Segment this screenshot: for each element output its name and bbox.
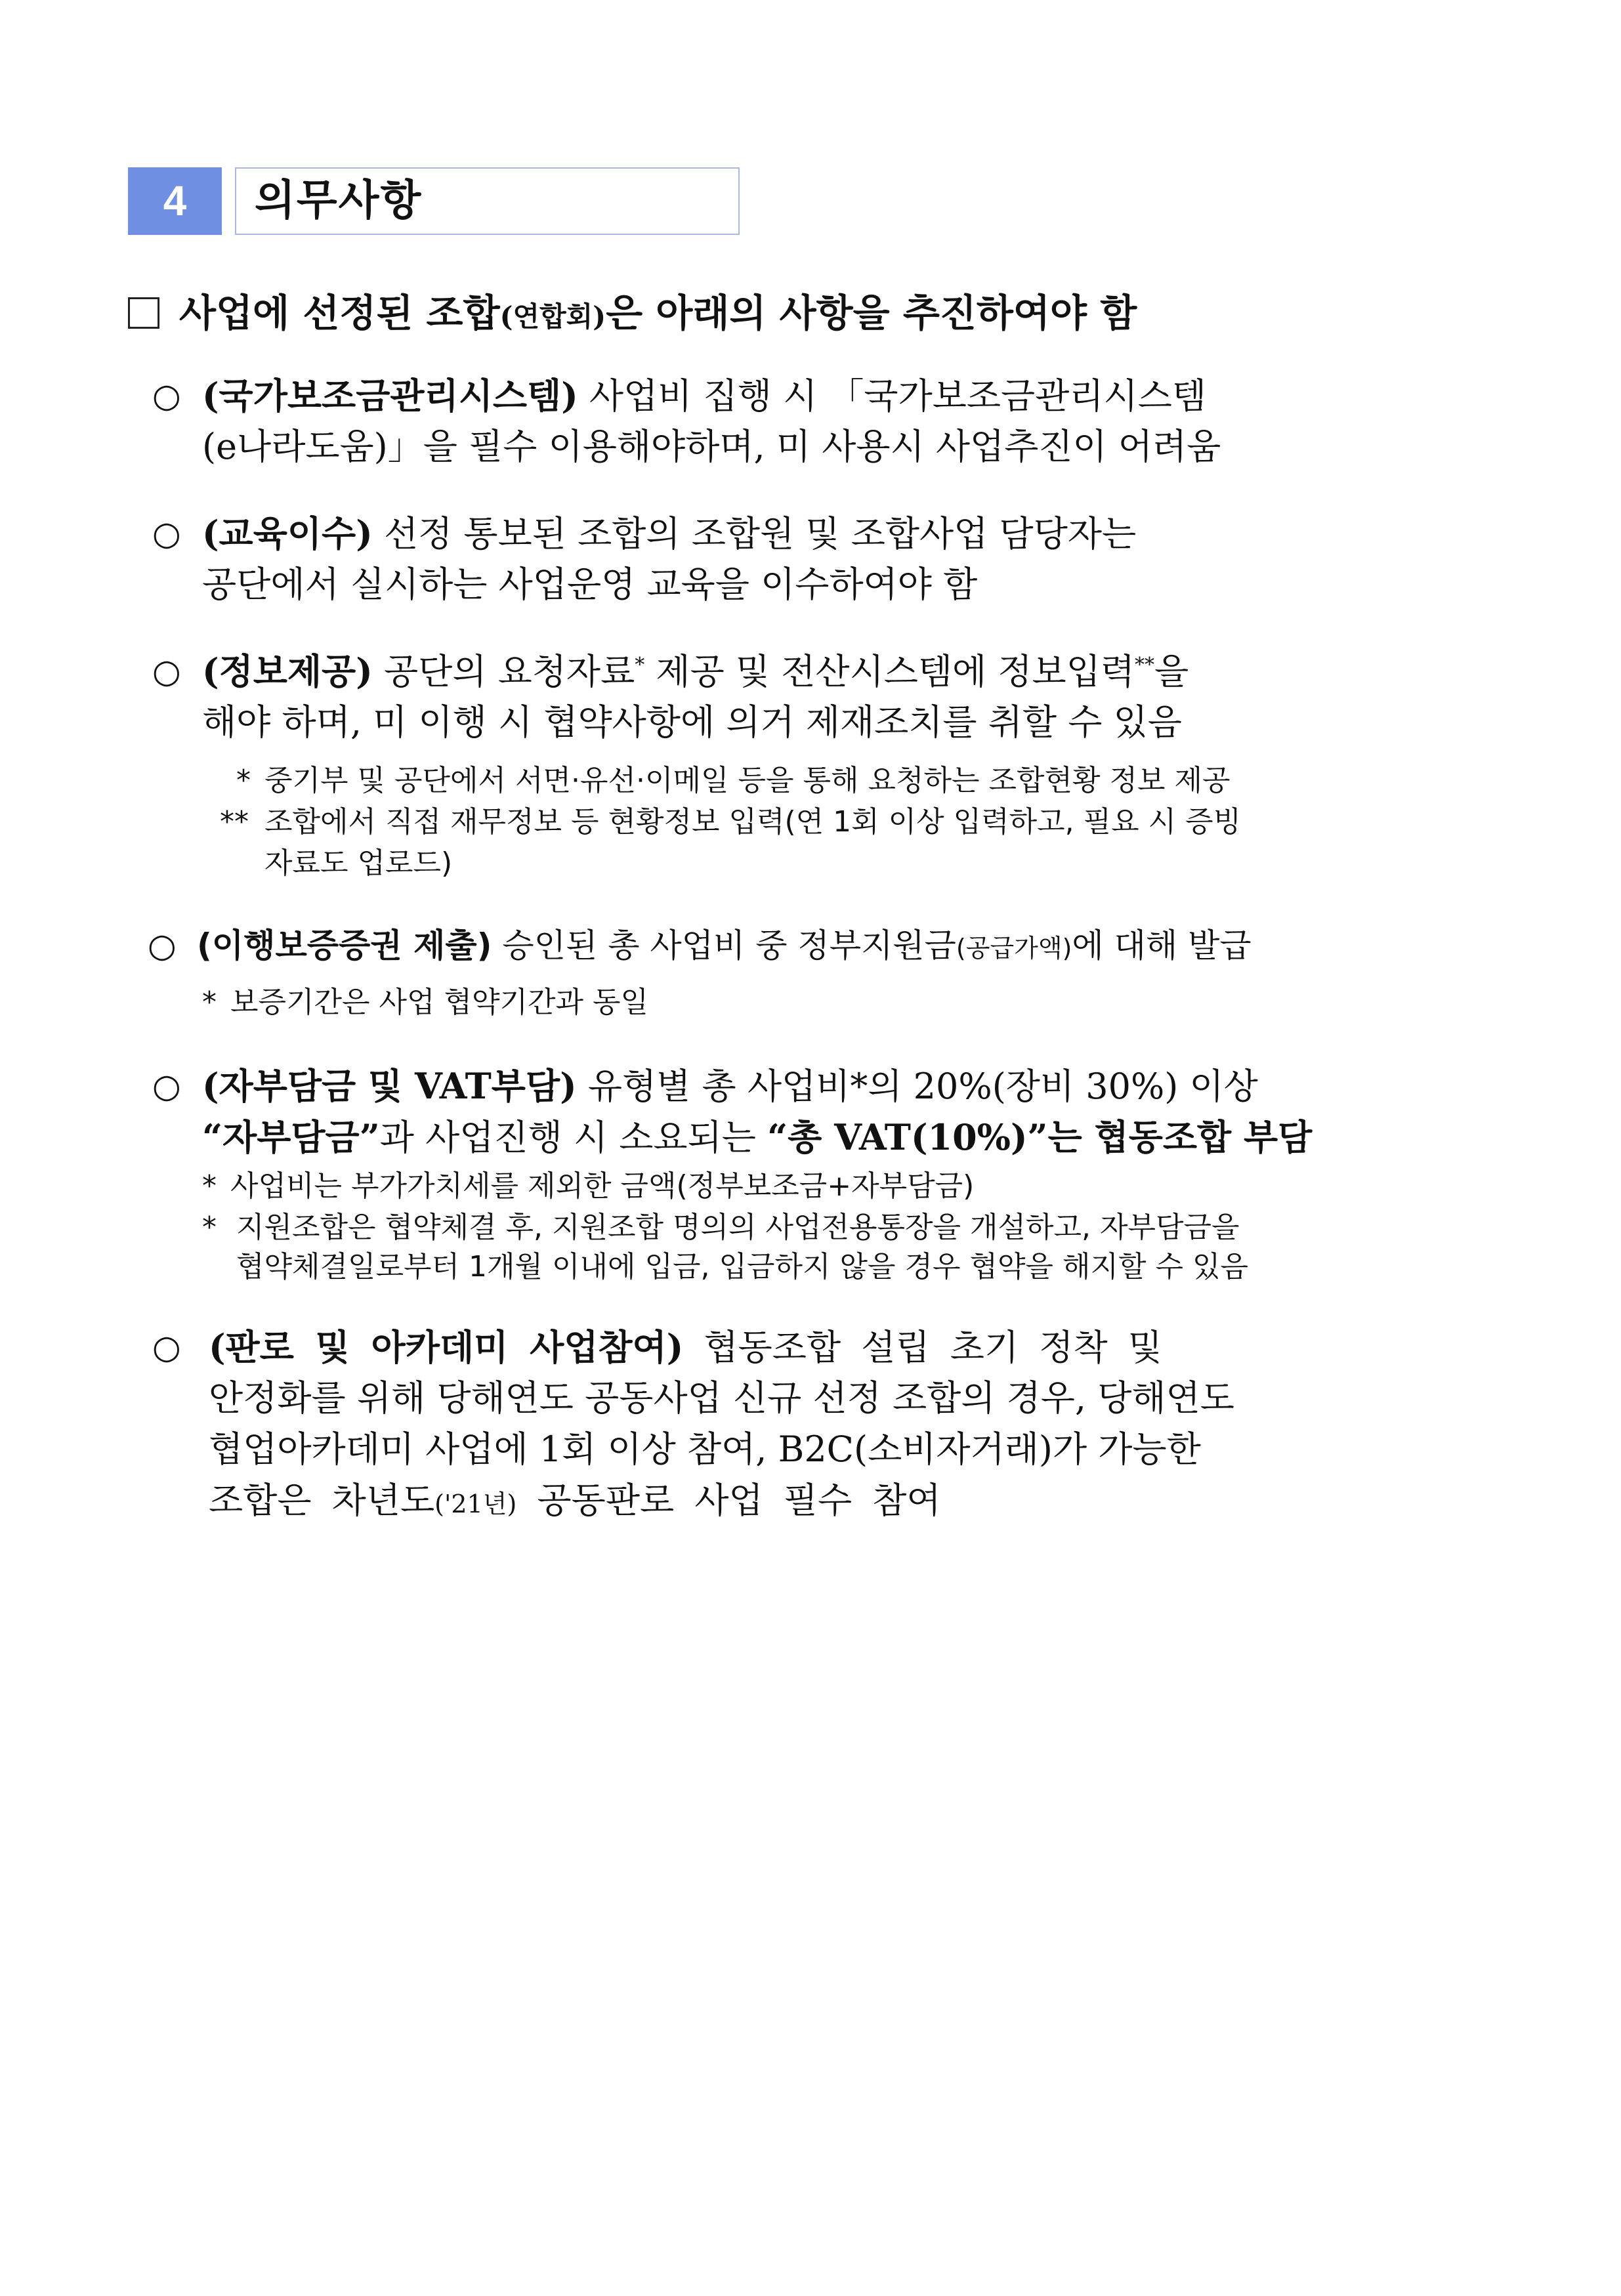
item-4-note-1: 보증기간은 사업 협약기간과 동일 (230, 986, 649, 1019)
item-6-line-3: 협업아카데미 사업에 1회 이상 참여, B2C(소비자거래)가 가능한 (209, 1429, 1201, 1470)
item-5-note-1-mark: * (202, 1169, 217, 1203)
bullet-circle-icon: ○ (148, 927, 177, 965)
item-5-text-2a: “자부담금” (202, 1116, 380, 1158)
item-6-line-2: 안정화를 위해 당해연도 공동사업 신규 선정 조합의 경우, 당해연도 (209, 1377, 1234, 1419)
item-5-note-2: 지원조합은 협약체결 후, 지원조합 명의의 사업전용통장을 개설하고, 자부담금을 (236, 1211, 1240, 1244)
checkbox-icon (128, 297, 159, 329)
bullet-circle-icon: ○ (152, 1067, 181, 1105)
bullet-circle-icon: ○ (152, 652, 181, 690)
item-2-text-1: 선정 통보된 조합의 조합원 및 조합사업 담당자는 (383, 513, 1137, 554)
item-5-heading: (자부담금 및 VAT부담) (202, 1065, 577, 1107)
intro-text-small: (연합회) (499, 301, 606, 333)
item-5-note-1: 사업비는 부가가치세를 제외한 금액(정부보조금+자부담금) (230, 1169, 975, 1203)
item-3-note-2-mark: ** (220, 805, 249, 839)
section-number: 4 (128, 167, 222, 235)
item-6-text-4small: ('21년) (434, 1490, 517, 1518)
bullet-circle-icon: ○ (152, 377, 181, 415)
item-5-note-2-mark: * (202, 1211, 217, 1244)
item-3-sup-1: * (635, 654, 645, 677)
item-6-line-1 (209, 1325, 1162, 1369)
section-title-box (235, 167, 740, 235)
item-5-note-2-cont: 협약체결일로부터 1개월 이내에 입금, 입금하지 않을 경우 협약을 해지할 수 있음 (236, 1250, 1248, 1284)
item-4-text-small: (공급가액) (956, 934, 1072, 963)
item-3-line-1 (202, 650, 1189, 694)
item-5-line-1 (202, 1064, 1258, 1108)
item-4-line-1 (197, 924, 1252, 970)
item-3-text-1b: 제공 및 전산시스템에 정보입력 (644, 651, 1135, 692)
intro-line (128, 291, 1137, 339)
item-5-text-2c: “총 VAT(10%)”는 협동조합 부담 (767, 1116, 1313, 1158)
item-2-heading: (교육이수) (202, 512, 373, 554)
bullet-circle-icon: ○ (152, 1328, 181, 1366)
item-6-text-1: 협동조합 설립 초기 정착 및 (704, 1327, 1162, 1368)
item-6-text-4b: 공동판로 사업 필수 참여 (516, 1480, 941, 1521)
item-3-note-1-mark: * (236, 764, 251, 797)
item-1-text-1: 사업비 집행 시 「국가보조금관리시스템 (589, 375, 1207, 417)
item-5-text-1: 유형별 총 사업비*의 20%(장비 30%) 이상 (587, 1066, 1258, 1107)
item-5-line-2 (202, 1116, 1312, 1159)
item-5-text-2b: 과 사업진행 시 소요되는 (379, 1117, 768, 1158)
section-title: 의무사항 (255, 177, 423, 225)
item-6-text-4a: 조합은 차년도 (209, 1480, 435, 1521)
item-3-heading: (정보제공) (202, 650, 373, 692)
intro-text-main: 사업에 선정된 조합 (179, 291, 500, 335)
item-4-heading: (이행보증증권 제출) (197, 927, 492, 965)
item-4-note-1-mark: * (202, 986, 217, 1019)
item-6-heading: (판로 및 아카데미 사업참여) (209, 1326, 684, 1368)
item-3-sup-2: ** (1135, 654, 1155, 677)
item-3-text-1c: 을 (1154, 651, 1189, 692)
intro-text-tail: 은 아래의 사항을 추진하여야 함 (606, 291, 1137, 335)
bullet-circle-icon: ○ (152, 514, 181, 553)
item-4-text-1a: 승인된 총 사업비 중 정부지원금 (502, 927, 956, 965)
item-3-note-2-cont: 자료도 업로드) (264, 846, 453, 880)
item-3-note-1: 중기부 및 공단에서 서면·유선·이메일 등을 통해 요청하는 조합현황 정보 제공 (264, 764, 1231, 797)
item-1-line-2: (e나라도움)」을 필수 이용해야하며, 미 사용시 사업추진이 어려움 (202, 426, 1221, 467)
item-1-heading: (국가보조금관리시스템) (202, 375, 578, 417)
item-2-line-1 (202, 512, 1136, 556)
item-3-line-2: 해야 하며, 미 이행 시 협약사항에 의거 제재조치를 취할 수 있음 (202, 701, 1182, 743)
item-4-text-1b: 에 대해 발급 (1072, 927, 1252, 965)
item-3-note-2: 조합에서 직접 재무정보 등 현황정보 입력(연 1회 이상 입력하고, 필요 시 증빙 (264, 805, 1242, 839)
item-3-text-1a: 공단의 요청자료 (383, 651, 635, 692)
item-6-line-4 (209, 1479, 941, 1526)
item-2-line-2: 공단에서 실시하는 사업운영 교육을 이수하여야 함 (202, 564, 978, 605)
item-1-line-1 (202, 374, 1206, 418)
